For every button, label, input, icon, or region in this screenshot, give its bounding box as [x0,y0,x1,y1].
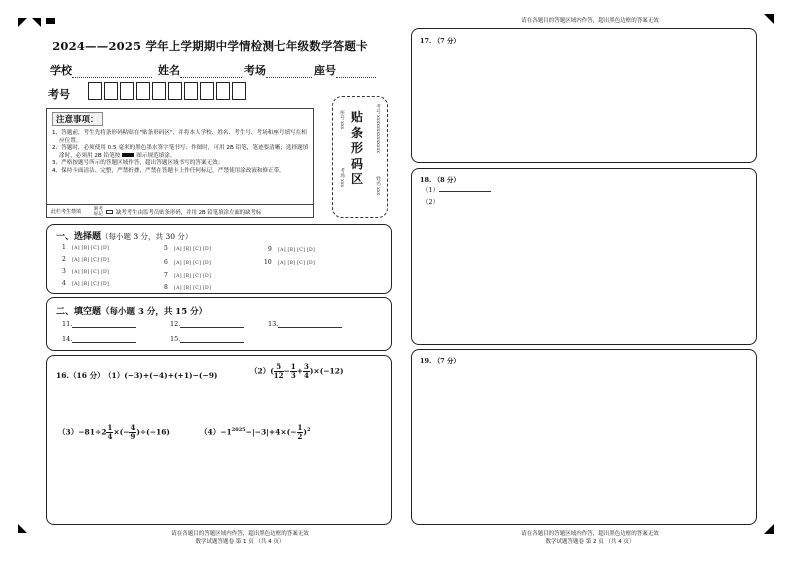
missing-row [46,204,314,218]
note-item: 1、答题前，考生先将条形码粘贴在"贴条形码区"，并将本人学校、姓名、考生号、考场和座号填写在相应位置。 [52,130,307,144]
missing-text: 缺考考生由监考员贴条形码，并用 2B 铅笔填涂左面的缺考标 [116,209,262,216]
fill-item-12[interactable]: 12. [170,320,244,328]
q18-section[interactable] [411,168,757,345]
id-cell[interactable] [232,82,246,100]
corner-mark-br [764,524,774,534]
choice-title: 一、选择题（每小题 3 分，共 30 分） [56,232,193,242]
q18-part2: （2） [422,198,440,206]
barcode-title: 贴 条 形 码 区 [350,110,363,186]
q17-label: 17. （7 分） [420,37,460,45]
note-item: 2、答题时，必须使用 0.5 毫米的黑色墨水签字笔书写；作图时，可用 2B 铅笔，笔迹要清晰；选择题填涂时，必须用 2B 铅笔按 图示规范填涂。 [52,145,309,159]
seat-label: 座号 [314,64,336,77]
corner-mark-tr [764,14,774,24]
id-cell[interactable] [136,82,150,100]
choice-item[interactable]: 9 [A] [B] [C] [D] [268,246,316,253]
choice-item[interactable]: 8 [A] [B] [C] [D] [164,284,212,291]
barcode-seat: 座号 xxx [339,110,344,130]
choice-item[interactable]: 5 [A] [B] [C] [D] [164,245,212,252]
fill-item-13[interactable]: 13. [268,320,342,328]
q19-section[interactable] [411,349,757,525]
id-cell[interactable] [216,82,230,100]
id-cell[interactable] [184,82,198,100]
right-top-notice: 请在各题目的答题区域内作答，超出黑色边框的答案无效 [521,18,659,24]
corner-mark-bl [18,524,27,533]
q16-part3: （3）−81÷2 $\frac{1}{4}$ ×(− $\frac{4}{9}$ )÷(−16) [58,423,170,441]
footer-left: 请在各题目的答题区域内作答，超出黑色边框的答案无效 数学试题答题卷 第 1 页 （共 4 页） [171,531,309,545]
choice-item[interactable]: 3 [A] [B] [C] [D] [62,268,110,275]
id-cell[interactable] [88,82,102,100]
corner-mark-tl-3 [46,18,55,24]
choice-item[interactable]: 7 [A] [B] [C] [D] [164,272,212,279]
note-item: 3、严格按题号所示的答题区域作答，超出答题区域书写的答案无效； [52,160,224,167]
missing-label: 此栏考生禁填 [51,209,82,215]
barcode-id: 考号 xxxxxxxxxxxxxx [375,104,380,153]
q18-part1: （1） [422,185,491,194]
corner-mark-tl-2 [32,18,41,27]
id-cell[interactable] [104,82,118,100]
choice-item[interactable]: 2 [A] [B] [C] [D] [62,256,110,263]
fill-item-15[interactable]: 15. [170,335,244,343]
q16-part4: $(4)-1^{2025}-|-3|+4\times(-$ $\frac{1}{2}$ )$^2$ [200,423,311,441]
q16-label: 16.（16 分） [56,371,105,380]
id-cells[interactable] [88,82,246,100]
school-field[interactable] [50,62,152,78]
fill-sample-icon [122,153,134,157]
note-item: 4、保持卡面清洁、完整，严禁折叠，严禁在答题卡上作任何标记，严禁使用涂改液和修正带。 [52,167,285,174]
id-cell[interactable] [200,82,214,100]
missing-small: 缺考 标记 [94,206,103,217]
fill-title: 二、填空题（每小题 3 分，共 15 分） [56,307,208,317]
q17-section[interactable] [411,28,757,163]
id-cell[interactable] [120,82,134,100]
fill-item-11[interactable]: 11. [62,320,136,328]
choice-item[interactable]: 4 [A] [B] [C] [D] [62,280,110,287]
room-field[interactable] [244,62,312,78]
page-title: 2024——2025 学年上学期期中学情检测七年级数学答题卡 [52,39,368,53]
id-cell[interactable] [152,82,166,100]
notes-body [52,130,310,176]
room-label: 考场 [244,64,266,77]
q16-part2: （2）( $\frac{5}{12}$ − $\frac{1}{3}$ + $\frac{3}{4}$ )×(−12) [250,362,344,380]
notes-title: 注意事项： [52,112,103,126]
id-label: 考号 [48,88,70,101]
barcode-name: 姓名 xxx [375,176,380,196]
seat-field[interactable] [314,62,376,78]
barcode-room: 考场 xxx [339,168,344,188]
id-cell[interactable] [168,82,182,100]
name-label: 姓名 [158,64,180,77]
missing-checkbox[interactable] [106,210,113,214]
corner-mark-tl-1 [18,18,27,27]
choice-item[interactable]: 6 [A] [B] [C] [D] [164,259,212,266]
q16-part1: （1）(−3)+(−4)+(+1)−(−9) [104,371,218,380]
school-label: 学校 [50,64,72,77]
q18-label: 18. （8 分） [420,176,460,184]
footer-right: 请在各题目的答题区域内作答，超出黑色边框的答案无效 数学试题答题卷 第 2 页 （共 4 页） [521,531,659,545]
name-field[interactable] [158,62,242,78]
choice-item[interactable]: 10 [A] [B] [C] [D] [264,259,316,266]
fill-item-14[interactable]: 14. [62,335,136,343]
choice-item[interactable]: 1 [A] [B] [C] [D] [62,244,110,251]
q19-label: 19. （7 分） [420,357,460,365]
